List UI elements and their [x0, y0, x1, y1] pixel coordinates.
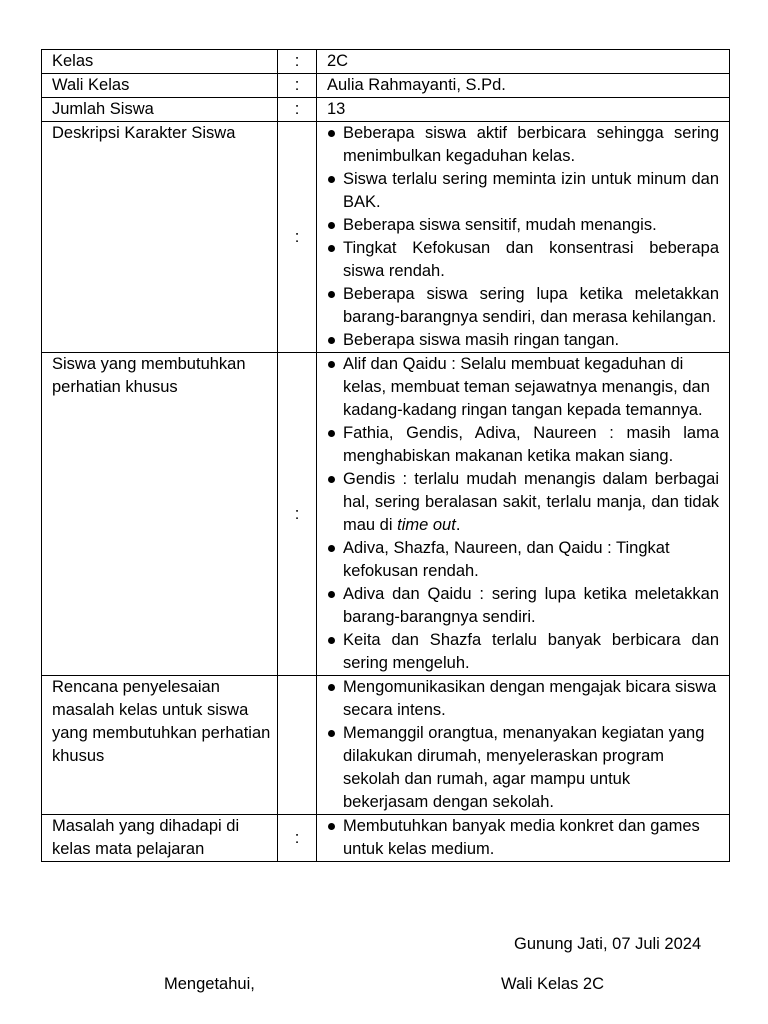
row-label-karakter: Deskripsi Karakter Siswa — [42, 122, 278, 353]
row-separator: : — [278, 815, 317, 862]
list-item — [327, 468, 719, 537]
list-item: Fathia, Gendis, Adiva, Naureen : masih lama menghabiskan makanan ketika makan siang. — [327, 422, 719, 468]
row-label-wali-kelas: Wali Kelas — [42, 74, 278, 98]
list-item: Beberapa siswa masih ringan tangan. — [327, 329, 719, 352]
list-item: Tingkat Kefokusan dan konsentrasi beberapa siswa rendah. — [327, 237, 719, 283]
list-item: Adiva dan Qaidu : sering lupa ketika meletakkan barang-barangnya sendiri. — [327, 583, 719, 629]
table-row — [42, 74, 730, 98]
perhatian-khusus-list — [327, 353, 719, 675]
row-separator: : — [278, 353, 317, 676]
place-date: Gunung Jati, 07 Juli 2024 — [514, 935, 702, 953]
table-row — [42, 122, 730, 353]
list-item: Keita dan Shazfa terlalu banyak berbicara dan sering mengeluh. — [327, 629, 719, 675]
row-label-perhatian-khusus: Siswa yang membutuhkan perhatian khusus — [42, 353, 278, 676]
list-item: Mengomunikasikan dengan mengajak bicara siswa secara intens. — [327, 676, 719, 722]
row-value-wali-kelas: Aulia Rahmayanti, S.Pd. — [317, 74, 730, 98]
list-item: Beberapa siswa sering lupa ketika meletakkan barang-barangnya sendiri, dan merasa kehilangan. — [327, 283, 719, 329]
list-item: Beberapa siswa aktif berbicara sehingga sering menimbulkan kegaduhan kelas. — [327, 122, 719, 168]
list-item-text-end: . — [455, 516, 461, 534]
row-label-jumlah-siswa: Jumlah Siswa — [42, 98, 278, 122]
list-item: Membutuhkan banyak media konkret dan games untuk kelas medium. — [327, 815, 719, 861]
row-separator: : — [278, 50, 317, 74]
list-item: Siswa terlalu sering meminta izin untuk minum dan BAK. — [327, 168, 719, 214]
rencana-list — [327, 676, 719, 814]
list-item-text: Gendis : terlalu mudah menangis dalam berbagai hal, sering beralasan sakit, terlalu manja, dan tidak mau di — [343, 470, 719, 534]
row-label-rencana: Rencana penyelesaian masalah kelas untuk siswa yang membutuhkan perhatian khusus — [42, 676, 278, 815]
list-item: Memanggil orangtua, menanyakan kegiatan yang dilakukan dirumah, menyeleraskan program sekolah dan rumah, agar mampu untuk bekerjasam dengan sekolah. — [327, 722, 719, 814]
row-value-jumlah-siswa: 13 — [317, 98, 730, 122]
table-row — [42, 815, 730, 862]
masalah-list — [327, 815, 719, 861]
row-separator: : — [278, 122, 317, 353]
wali-kelas-signature-label: Wali Kelas 2C — [501, 975, 605, 993]
class-info-table — [41, 49, 730, 862]
list-item: Adiva, Shazfa, Naureen, dan Qaidu : Tingkat kefokusan rendah. — [327, 537, 719, 583]
row-label-masalah: Masalah yang dihadapi di kelas mata pelajaran — [42, 815, 278, 862]
list-item: Alif dan Qaidu : Selalu membuat kegaduhan di kelas, membuat teman sejawatnya menangis, dan kadang-kadang ringan tangan kepada temannya. — [327, 353, 719, 422]
table-row — [42, 353, 730, 676]
row-separator — [278, 676, 317, 815]
list-item: Beberapa siswa sensitif, mudah menangis. — [327, 214, 719, 237]
table-row — [42, 50, 730, 74]
table-row — [42, 676, 730, 815]
karakter-list — [327, 122, 719, 352]
row-value-kelas: 2C — [317, 50, 730, 74]
row-label-kelas: Kelas — [42, 50, 278, 74]
row-separator: : — [278, 74, 317, 98]
mengetahui-label: Mengetahui, — [164, 975, 255, 993]
list-item-emphasis: time out — [397, 516, 456, 534]
row-separator: : — [278, 98, 317, 122]
table-row — [42, 98, 730, 122]
